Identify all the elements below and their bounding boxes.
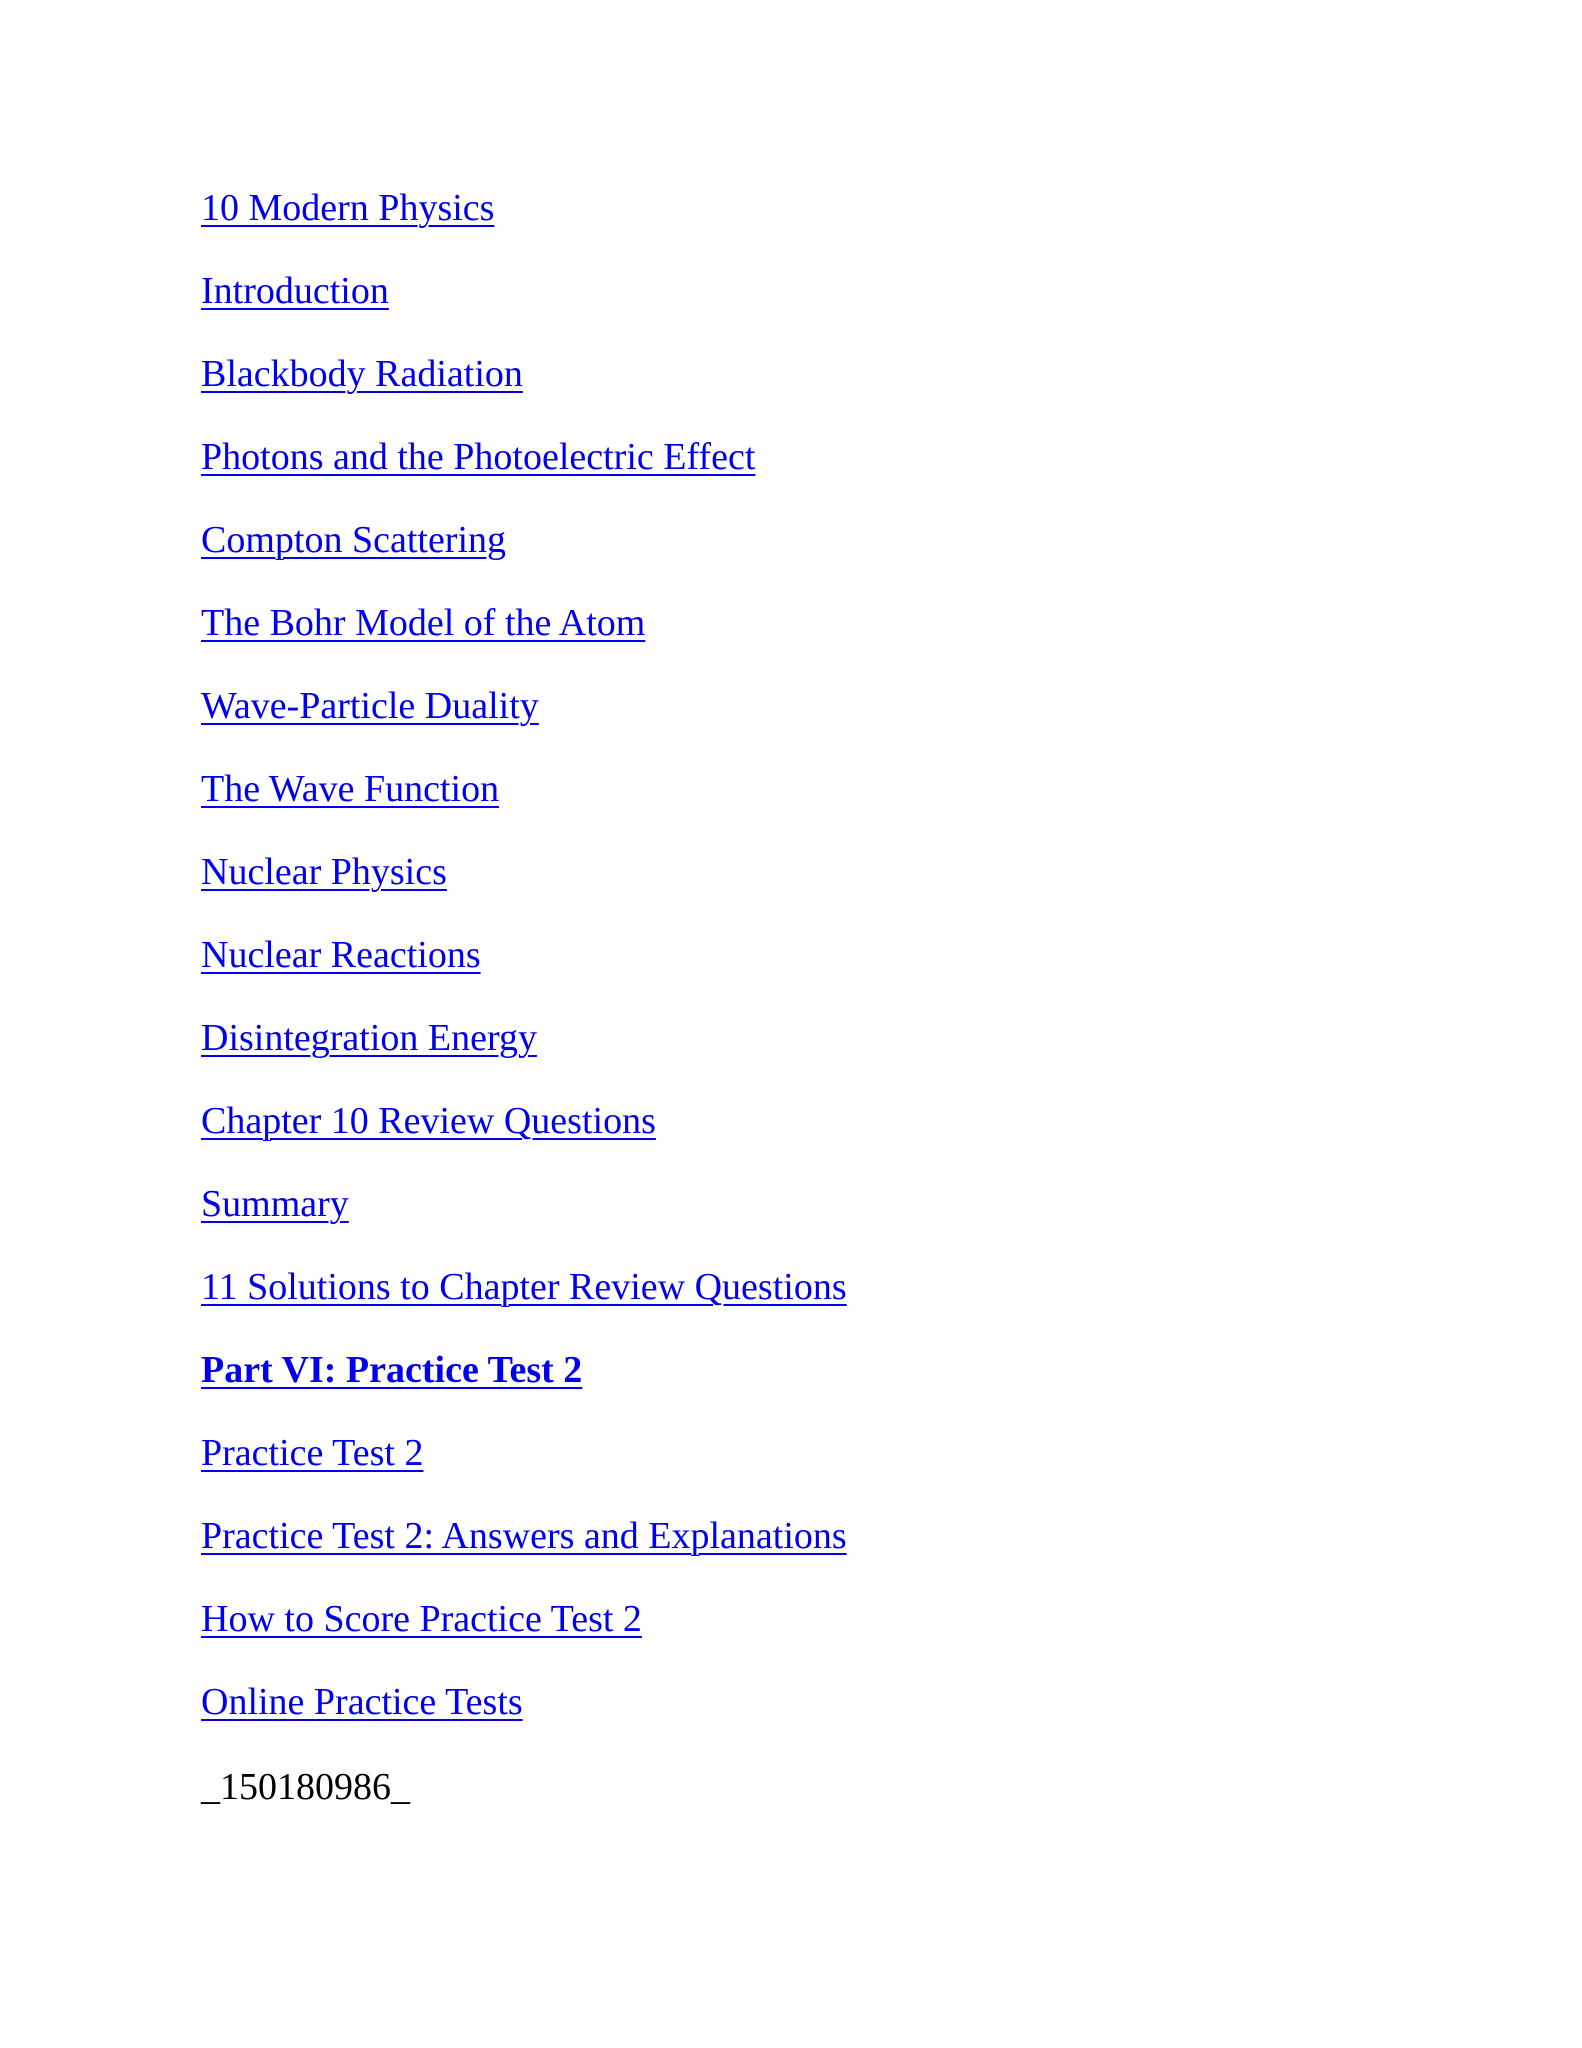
- toc-link-wave-particle-duality[interactable]: Wave-Particle Duality: [201, 685, 539, 727]
- toc-link-nuclear-physics[interactable]: Nuclear Physics: [201, 851, 447, 893]
- document-id-text: _150180986_: [201, 1766, 410, 1808]
- toc-item: [201, 764, 847, 847]
- toc-link-summary[interactable]: Summary: [201, 1183, 349, 1225]
- toc-link-blackbody-radiation[interactable]: Blackbody Radiation: [201, 353, 523, 395]
- toc-item: [201, 432, 847, 515]
- toc-item: [201, 598, 847, 681]
- toc-item: [201, 349, 847, 432]
- toc-link-how-to-score[interactable]: How to Score Practice Test 2: [201, 1598, 642, 1640]
- toc-item: [201, 515, 847, 598]
- toc-link-introduction[interactable]: Introduction: [201, 270, 389, 312]
- toc-item: [201, 1096, 847, 1179]
- toc-link-nuclear-reactions[interactable]: Nuclear Reactions: [201, 934, 481, 976]
- toc-item: [201, 1511, 847, 1594]
- toc-link-online-practice-tests[interactable]: Online Practice Tests: [201, 1681, 523, 1723]
- toc-item: [201, 1179, 847, 1262]
- toc-item: [201, 1345, 847, 1428]
- toc-link-modern-physics[interactable]: 10 Modern Physics: [201, 187, 495, 229]
- toc-link-solutions[interactable]: 11 Solutions to Chapter Review Questions: [201, 1266, 847, 1308]
- toc-link-answers-explanations[interactable]: Practice Test 2: Answers and Explanations: [201, 1515, 847, 1557]
- toc-link-bohr-model[interactable]: The Bohr Model of the Atom: [201, 602, 646, 644]
- toc-item: [201, 1594, 847, 1677]
- toc-link-disintegration-energy[interactable]: Disintegration Energy: [201, 1017, 537, 1059]
- toc-link-practice-test-2[interactable]: Practice Test 2: [201, 1432, 424, 1474]
- toc-item: [201, 681, 847, 764]
- toc-item: [201, 1013, 847, 1096]
- toc-link-compton-scattering[interactable]: Compton Scattering: [201, 519, 507, 561]
- toc-item: [201, 1428, 847, 1511]
- toc-link-chapter-10-review[interactable]: Chapter 10 Review Questions: [201, 1100, 656, 1142]
- toc-item: [201, 1262, 847, 1345]
- toc-link-photoelectric-effect[interactable]: Photons and the Photoelectric Effect: [201, 436, 756, 478]
- toc-item: [201, 1677, 847, 1760]
- toc-link-part-vi[interactable]: Part VI: Practice Test 2: [201, 1349, 583, 1391]
- toc-link-wave-function[interactable]: The Wave Function: [201, 768, 500, 810]
- toc-item: [201, 847, 847, 930]
- toc-item: [201, 266, 847, 349]
- toc-item: [201, 930, 847, 1013]
- toc-item: [201, 183, 847, 266]
- table-of-contents: [201, 183, 847, 1760]
